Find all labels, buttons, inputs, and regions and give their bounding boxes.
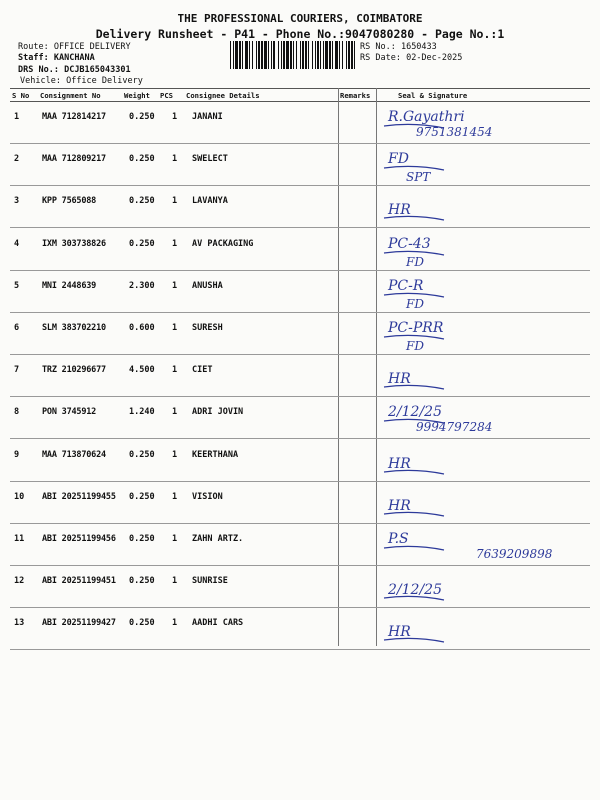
signature-note: FD	[406, 296, 424, 311]
consignment-no: MAA 712809217	[42, 154, 106, 165]
signature-note: FD	[406, 339, 424, 353]
drs-label: DRS No.:	[18, 65, 59, 75]
pieces: 1	[172, 576, 178, 587]
table-row	[0, 355, 600, 397]
pieces: 1	[172, 280, 178, 291]
table-row	[0, 271, 600, 313]
consignment-no: ABI 20251199455	[42, 491, 116, 502]
barcode-bar	[346, 41, 347, 69]
table-row	[0, 229, 600, 271]
handwritten-signature	[376, 271, 590, 313]
consignment-no: SLM 383702210	[42, 323, 106, 333]
consignee-name: SWELECT	[192, 154, 228, 165]
consignment-no: ABI 20251199427	[42, 618, 116, 629]
barcode-bar	[258, 41, 260, 69]
barcode-bar	[308, 41, 309, 69]
vehicle-label: Vehicle:	[20, 76, 61, 86]
col-consignee: Consignee Details	[186, 91, 260, 100]
barcode-bar	[315, 41, 316, 69]
row-sno: 6	[14, 323, 20, 333]
signature-stroke	[384, 512, 444, 516]
drs-line	[18, 65, 131, 75]
barcode-bar	[230, 41, 231, 69]
handwritten-signature	[376, 524, 590, 566]
weight: 0.250	[129, 238, 155, 249]
row-sno: 3	[14, 196, 20, 207]
table-row	[0, 440, 600, 482]
barcode-bar	[242, 41, 243, 69]
signature-text: HR	[388, 371, 411, 388]
signature-note: 9751381454	[416, 125, 493, 139]
handwritten-signature	[376, 229, 590, 271]
table-row	[0, 524, 600, 566]
weight: 1.240	[129, 407, 155, 418]
barcode-bar	[252, 41, 253, 69]
barcode-bar	[273, 41, 275, 69]
weight: 0.250	[129, 449, 155, 460]
barcode-bar	[300, 41, 301, 69]
barcode-bar	[351, 41, 353, 69]
row-sno: 4	[14, 238, 20, 249]
handwritten-signature	[376, 144, 590, 186]
barcode-bar	[354, 41, 355, 69]
handwritten-signature	[376, 186, 590, 228]
runsheet-subtitle: Delivery Runsheet - P41 - Phone No.:9047080280 - Page No.:1	[95, 27, 505, 41]
consignee-name: SURESH	[192, 323, 223, 333]
rs-date-line	[360, 53, 462, 63]
weight: 2.300	[129, 280, 155, 291]
rs-date-label: RS Date:	[360, 53, 401, 63]
row-sno: 5	[14, 280, 20, 291]
signature-text: PC-PRR	[388, 320, 444, 336]
consignee-name: LAVANYA	[192, 196, 228, 207]
table-row	[0, 313, 600, 355]
barcode-bar	[335, 41, 338, 69]
weight: 0.250	[129, 534, 155, 544]
col-sno: S No	[12, 91, 30, 100]
barcode-bar	[293, 41, 294, 69]
table-row	[0, 397, 600, 439]
col-seal-signature: Seal & Signature	[398, 91, 468, 100]
barcode-bar	[323, 41, 324, 69]
signature-stroke	[384, 386, 444, 390]
signature-note: FD	[406, 254, 424, 269]
handwritten-signature	[376, 440, 590, 482]
weight: 0.250	[129, 154, 155, 165]
table-row	[0, 482, 600, 524]
signature-text: HR	[388, 202, 411, 219]
signature-note: 9994797284	[416, 420, 493, 435]
drs-value: DCJB165043301	[64, 65, 131, 75]
col-remarks: Remarks	[340, 91, 371, 100]
barcode-bar	[332, 41, 333, 69]
col-pcs: PCS	[160, 91, 173, 100]
route-label: Route:	[18, 42, 49, 52]
barcode-bar	[264, 41, 267, 69]
consignment-no: MAA 713870624	[42, 449, 106, 460]
route-line	[18, 42, 131, 52]
handwritten-signature	[376, 397, 590, 439]
barcode-bar	[283, 41, 285, 69]
weight: 0.250	[129, 618, 155, 629]
barcode-bar	[302, 41, 304, 69]
weight: 4.500	[129, 365, 155, 376]
row-sno: 13	[14, 618, 25, 629]
staff-label: Staff:	[18, 53, 49, 63]
consignment-no: MAA 712814217	[42, 112, 106, 122]
pieces: 1	[172, 196, 178, 207]
weight: 0.250	[129, 112, 155, 122]
weight: 0.600	[129, 323, 155, 333]
barcode-bar	[348, 41, 350, 69]
signature-text: PC-43	[388, 235, 431, 252]
table-row	[0, 144, 600, 186]
col-weight: Weight	[124, 91, 150, 100]
staff-value: KANCHANA	[53, 53, 95, 63]
barcode-bar	[281, 41, 282, 69]
barcode-bar	[329, 41, 331, 69]
vehicle-value: Office Delivery	[66, 76, 143, 86]
barcode-bar	[233, 41, 234, 69]
consignee-name: ADRI JOVIN	[192, 407, 244, 418]
consignee-name: AV PACKAGING	[192, 238, 254, 249]
barcode-bar	[235, 41, 238, 69]
signature-note: 7639209898	[476, 547, 553, 561]
barcode-bar	[339, 41, 340, 69]
rs-date-value: 02-Dec-2025	[406, 53, 463, 63]
consignment-no: PON 3745912	[42, 407, 97, 418]
barcode-bar	[342, 41, 343, 69]
vehicle-line	[20, 76, 143, 86]
handwritten-signature	[376, 566, 590, 608]
signature-text: HR	[388, 624, 411, 641]
consignee-name: ANUSHA	[192, 280, 223, 291]
pieces: 1	[172, 618, 178, 629]
barcode-bar	[290, 41, 292, 69]
barcode-bar	[296, 41, 297, 69]
table-row	[0, 186, 600, 228]
rs-no-line	[360, 42, 437, 52]
staff-line	[18, 53, 95, 63]
col-consignment: Consignment No	[40, 91, 101, 100]
barcode-bar	[256, 41, 257, 69]
consignee-name: ZAHN ARTZ.	[192, 534, 244, 544]
handwritten-signature	[376, 102, 590, 144]
barcode-bar	[245, 41, 248, 69]
row-sno: 9	[14, 449, 20, 460]
handwritten-signature	[376, 482, 590, 524]
barcode-bar	[268, 41, 269, 69]
signature-text: P.S	[388, 531, 409, 547]
consignment-no: TRZ 210296677	[42, 365, 106, 376]
barcode-bar	[278, 41, 279, 69]
signature-stroke	[384, 546, 444, 550]
consignee-name: VISION	[192, 491, 223, 502]
consignee-name: SUNRISE	[192, 576, 228, 587]
signature-stroke	[384, 639, 444, 643]
row-sno: 11	[14, 534, 25, 544]
barcode-bar	[271, 41, 272, 69]
barcode-bar	[249, 41, 250, 69]
signature-text: FD	[388, 151, 409, 168]
barcode-bar	[239, 41, 241, 69]
barcode-bar	[312, 41, 313, 69]
weight: 0.250	[129, 491, 155, 502]
consignment-no: IXM 303738826	[42, 238, 106, 249]
pieces: 1	[172, 449, 178, 460]
pieces: 1	[172, 365, 178, 376]
company-title: THE PROFESSIONAL COURIERS, COIMBATORE	[177, 12, 423, 25]
barcode-bar	[286, 41, 289, 69]
barcode-image	[230, 41, 355, 69]
signature-stroke	[384, 470, 444, 474]
signature-text: HR	[388, 497, 411, 514]
pieces: 1	[172, 154, 178, 165]
handwritten-signature	[376, 355, 590, 397]
pieces: 1	[172, 491, 178, 502]
consignee-name: AADHI CARS	[192, 618, 244, 629]
signature-stroke	[384, 217, 444, 221]
signature-text: HR	[388, 455, 411, 472]
pieces: 1	[172, 534, 178, 544]
signature-text: 2/12/25	[388, 582, 442, 599]
row-sno: 10	[14, 491, 25, 502]
barcode-bar	[317, 41, 319, 69]
signature-text: 2/12/25	[388, 404, 442, 421]
barcode-bar	[305, 41, 307, 69]
consignment-no: ABI 20251199451	[42, 576, 116, 587]
table-row	[0, 102, 600, 144]
weight: 0.250	[129, 576, 155, 587]
rs-no-label: RS No.:	[360, 42, 396, 52]
pieces: 1	[172, 323, 178, 333]
weight: 0.250	[129, 196, 155, 207]
pieces: 1	[172, 407, 178, 418]
handwritten-signature	[376, 313, 590, 355]
consignee-name: CIET	[192, 365, 213, 376]
table-row	[0, 566, 600, 608]
signature-note: SPT	[406, 170, 431, 185]
handwritten-signature	[376, 608, 590, 650]
table-row	[0, 608, 600, 650]
pieces: 1	[172, 112, 178, 122]
consignee-name: KEERTHANA	[192, 449, 239, 460]
barcode-bar	[261, 41, 263, 69]
pieces: 1	[172, 238, 178, 249]
row-sno: 8	[14, 407, 20, 418]
rs-no-value: 1650433	[400, 42, 437, 52]
row-sno: 12	[14, 576, 25, 587]
consignment-no: KPP 7565088	[42, 196, 97, 207]
row-sno: 7	[14, 365, 20, 376]
signature-text: PC-R	[388, 277, 424, 294]
row-sno: 2	[14, 154, 20, 165]
consignment-no: ABI 20251199456	[42, 534, 116, 544]
row-divider	[10, 649, 590, 650]
consignee-name: JANANI	[192, 112, 223, 122]
barcode-bar	[320, 41, 321, 69]
header-top-rule	[10, 88, 590, 89]
signature-text: R.Gayathri	[388, 109, 465, 125]
consignment-no: MNI 2448639	[42, 280, 97, 291]
barcode-bar	[325, 41, 328, 69]
route-value: OFFICE DELIVERY	[53, 42, 131, 52]
row-sno: 1	[14, 112, 20, 122]
